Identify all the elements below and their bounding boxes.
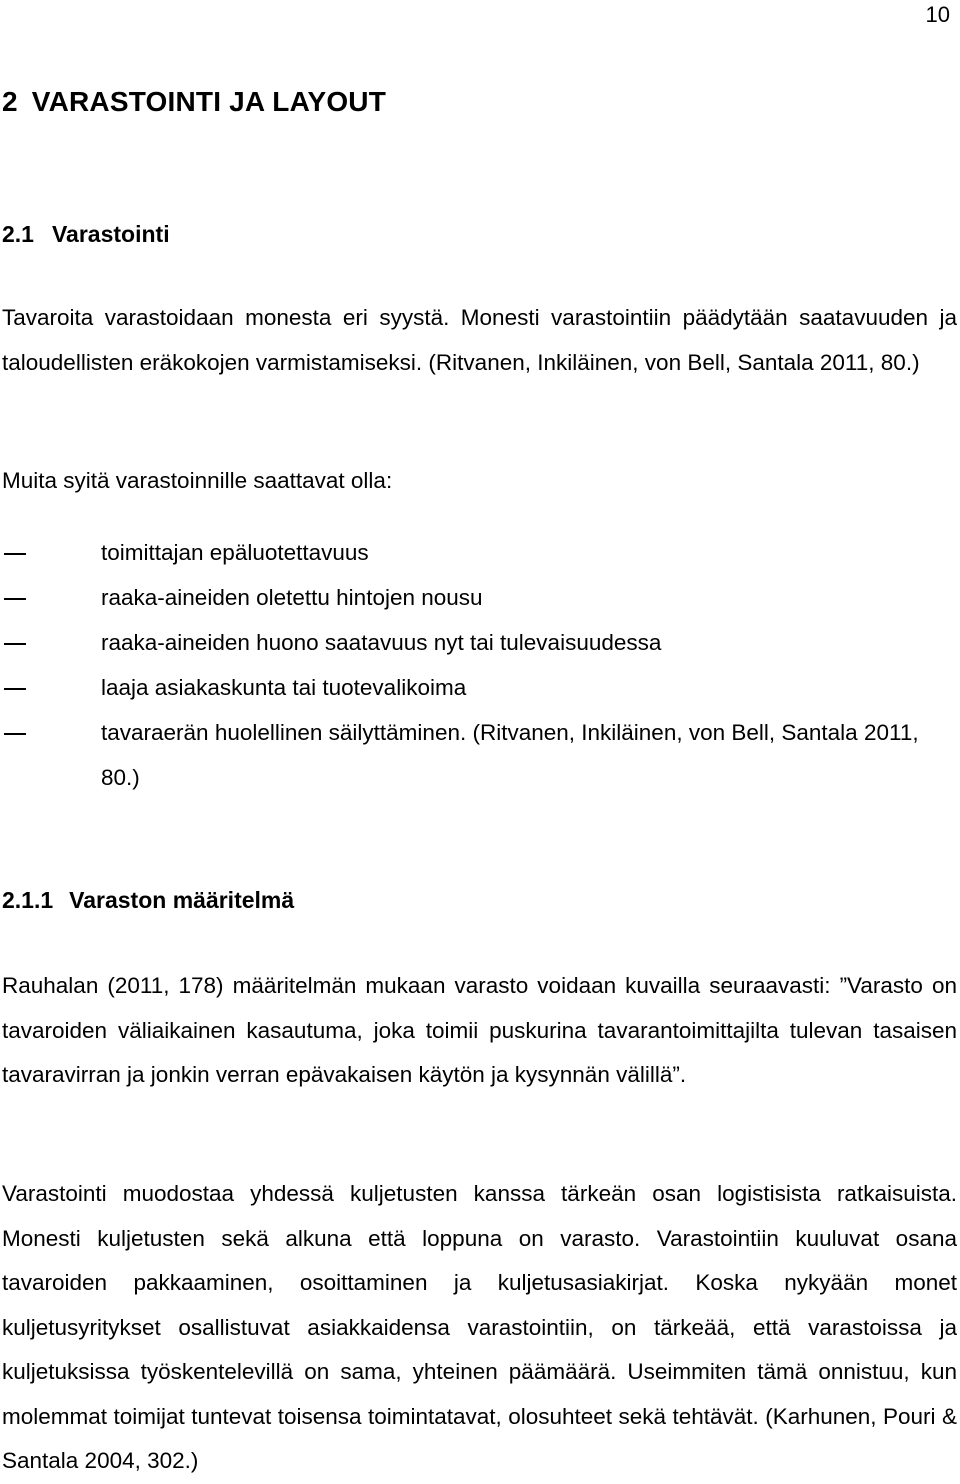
list-item: raaka-aineiden huono saatavuus nyt tai tulevaisuudessa xyxy=(0,620,921,665)
reasons-list xyxy=(0,530,960,800)
dash-bullet-icon xyxy=(4,553,26,555)
list-item: raaka-aineiden oletettu hintojen nousu xyxy=(0,575,921,620)
section-number: 2.1 xyxy=(2,221,34,247)
subsection-title: Varaston määritelmä xyxy=(69,887,295,913)
list-intro: Muita syitä varastoinnille saattavat olla: xyxy=(2,468,393,493)
dash-bullet-icon xyxy=(4,688,26,690)
subsection-heading xyxy=(2,887,294,914)
list-item: toimittajan epäluotettavuus xyxy=(0,530,921,575)
list-item: laaja asiakaskunta tai tuotevalikoima xyxy=(0,665,921,710)
chapter-title: VARASTOINTI JA LAYOUT xyxy=(31,86,387,117)
subsection-number: 2.1.1 xyxy=(2,887,54,913)
dash-bullet-icon xyxy=(4,643,26,645)
dash-bullet-icon xyxy=(4,598,26,600)
page-number: 10 xyxy=(925,2,950,27)
chapter-number: 2 xyxy=(2,86,18,117)
section-title: Varastointi xyxy=(51,221,170,247)
dash-bullet-icon xyxy=(4,733,26,735)
chapter-heading xyxy=(2,86,386,118)
definition-paragraph: Rauhalan (2011, 178) määritelmän mukaan varasto voidaan kuvailla seuraavasti: ”Varasto on tavaroiden väliaikainen kasautuma, joka toimii puskurina tavarantoimittajilta tulevan tasaisen tavaravirran ja jonkin verran epävakaisen käytön ja kysynnän välillä”. xyxy=(2,973,957,1087)
logistics-paragraph: Varastointi muodostaa yhdessä kuljetusten kanssa tärkeän osan logistisista ratkaisuista. Monesti kuljetusten sekä alkuna että loppuna on varasto. Varastointiin kuuluvat osana tavaroiden pakkaaminen, osoittaminen ja kuljetusasiakirjat. Koska nykyään monet kuljetusyritykset osallistuvat asiakkaidensa varastointiin, on tärkeää, että varastoissa ja kuljetuksissa työskentelevillä on sama, yhteinen päämäärä. Useimmiten tämä onnistuu, kun molemmat toimijat tuntevat toisensa toimintatavat, olosuhteet sekä tehtävät. (Karhunen, Pouri & Santala 2004, 302.) xyxy=(2,1181,957,1473)
section-heading xyxy=(2,221,170,248)
intro-paragraph: Tavaroita varastoidaan monesta eri syystä. Monesti varastointiin päädytään saatavuuden ja taloudellisten eräkokojen varmistamiseksi. (Ritvanen, Inkiläinen, von Bell, Santala 2011, 80.) xyxy=(2,305,957,375)
list-item: tavaraerän huolellinen säilyttäminen. (Ritvanen, Inkiläinen, von Bell, Santala 2011, 80.) xyxy=(0,710,921,800)
